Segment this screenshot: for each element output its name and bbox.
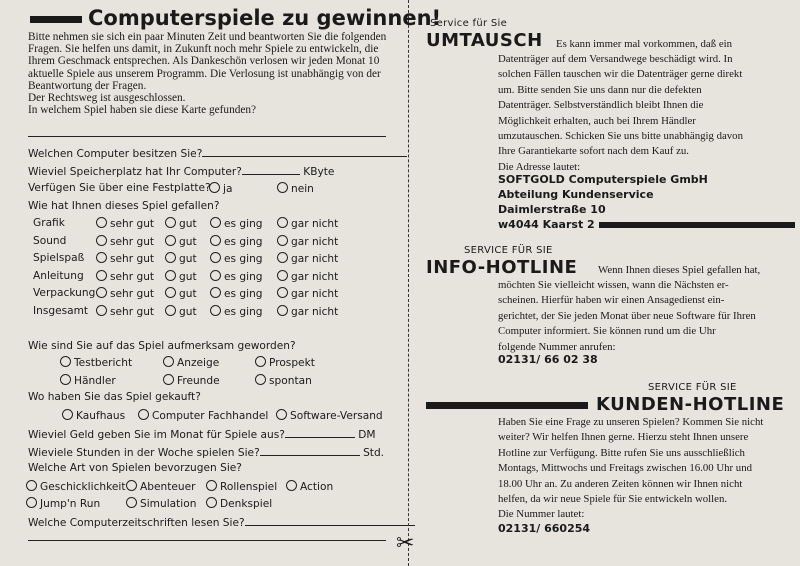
radio-icon[interactable] bbox=[96, 270, 107, 281]
harddisk-no-option[interactable]: nein bbox=[277, 182, 314, 195]
rating-option[interactable]: gut bbox=[165, 287, 197, 300]
umtausch-kicker: Service für Sie bbox=[430, 18, 508, 29]
umtausch-line: Datenträger. Selbstverständlich bleibt Ihnen die bbox=[498, 99, 704, 112]
question-liked: Wie hat Ihnen dieses Spiel gefallen? bbox=[28, 200, 220, 212]
kunden-kicker: SERVICE FÜR SIE bbox=[648, 382, 737, 393]
money-answer-line[interactable] bbox=[285, 427, 355, 438]
radio-icon[interactable] bbox=[163, 356, 174, 367]
radio-icon[interactable] bbox=[210, 235, 221, 246]
bought-option[interactable]: Kaufhaus bbox=[62, 409, 125, 422]
title-bar-decoration bbox=[30, 16, 82, 23]
kind-option[interactable]: Rollenspiel bbox=[206, 480, 277, 493]
magazines-answer-line-2[interactable] bbox=[28, 540, 386, 541]
rating-option[interactable]: es ging bbox=[210, 270, 263, 283]
kunden-heading: KUNDEN-HOTLINE bbox=[596, 394, 785, 415]
rating-option[interactable]: sehr gut bbox=[96, 217, 154, 230]
hours-answer-line[interactable] bbox=[260, 445, 360, 456]
info-line: Computer informiert. Sie können rund um die Uhr bbox=[498, 325, 716, 338]
rating-option[interactable]: gar nicht bbox=[277, 270, 338, 283]
rating-row-label: Grafik bbox=[33, 217, 65, 229]
game-answer-line[interactable] bbox=[28, 136, 386, 137]
rating-option[interactable]: gar nicht bbox=[277, 217, 338, 230]
rating-option[interactable]: es ging bbox=[210, 305, 263, 318]
rating-option[interactable]: es ging bbox=[210, 287, 263, 300]
question-harddisk: Verfügen Sie über eine Festplatte? bbox=[28, 182, 211, 194]
radio-icon[interactable] bbox=[96, 305, 107, 316]
radio-icon[interactable] bbox=[255, 356, 266, 367]
radio-icon[interactable] bbox=[96, 235, 107, 246]
info-line: gerichtet, der Sie jeden Monat über neue Software für Ihren bbox=[498, 309, 756, 322]
umtausch-body bbox=[498, 52, 743, 175]
radio-icon[interactable] bbox=[165, 305, 176, 316]
rating-option[interactable]: sehr gut bbox=[96, 305, 154, 318]
radio-icon[interactable] bbox=[255, 374, 266, 385]
question-memory: Wieviel Speicherplatz hat Ihr Computer? KByte bbox=[28, 166, 335, 178]
rating-option[interactable]: es ging bbox=[210, 235, 263, 248]
magazines-answer-line[interactable] bbox=[245, 515, 415, 526]
harddisk-yes-option[interactable]: ja bbox=[209, 182, 232, 195]
radio-icon[interactable] bbox=[210, 305, 221, 316]
umtausch-line: solchen Fällen tauschen wir die Datenträger gerne direkt bbox=[498, 68, 743, 81]
address-street: Daimlerstraße 10 bbox=[498, 203, 606, 216]
info-line: scheinen. Hierfür haben wir einen Ansagedienst ein- bbox=[498, 294, 725, 307]
radio-icon[interactable] bbox=[206, 497, 217, 508]
radio-icon[interactable] bbox=[210, 270, 221, 281]
address-city: w4044 Kaarst 2 bbox=[498, 218, 795, 231]
question-bought: Wo haben Sie das Spiel gekauft? bbox=[28, 391, 201, 403]
kind-option[interactable]: Jump'n Run bbox=[26, 497, 100, 510]
question-money: Wieviel Geld geben Sie im Monat für Spiele aus? DM bbox=[28, 429, 376, 441]
info-kicker: SERVICE FÜR SIE bbox=[464, 245, 553, 256]
questionnaire-title: Computerspiele zu gewinnen! bbox=[30, 6, 441, 30]
rating-row-label: Spielspaß bbox=[33, 252, 85, 264]
radio-icon[interactable] bbox=[96, 217, 107, 228]
memory-answer-line[interactable] bbox=[242, 164, 300, 175]
rating-option[interactable]: gar nicht bbox=[277, 287, 338, 300]
umtausch-line: um. Bitte senden Sie uns dann nur die defekten bbox=[498, 83, 702, 96]
kind-option[interactable]: Geschicklichkeit bbox=[26, 480, 125, 493]
info-heading: INFO-HOTLINE bbox=[426, 257, 578, 278]
info-line: möchten Sie vielleicht wissen, wann die Nächsten er- bbox=[498, 279, 729, 291]
umtausch-line: Die Adresse lautet: bbox=[498, 160, 581, 173]
address-department: Abteilung Kundenservice bbox=[498, 188, 654, 201]
kunden-line: helfen, da wir neue Spiele für Sie entwickeln wollen. bbox=[498, 493, 728, 506]
radio-icon[interactable] bbox=[210, 217, 221, 228]
umtausch-line: Ihre Garantiekarte sofort nach dem Kauf zu. bbox=[498, 145, 689, 158]
attention-option[interactable]: Prospekt bbox=[255, 356, 315, 369]
address-company: SOFTGOLD Computerspiele GmbH bbox=[498, 173, 708, 186]
rating-option[interactable]: gut bbox=[165, 305, 197, 318]
radio-icon[interactable] bbox=[62, 409, 73, 420]
radio-icon[interactable] bbox=[96, 287, 107, 298]
bought-option[interactable]: Computer Fachhandel bbox=[138, 409, 268, 422]
question-attention: Wie sind Sie auf das Spiel aufmerksam geworden? bbox=[28, 340, 296, 352]
rating-option[interactable]: gut bbox=[165, 252, 197, 265]
umtausch-line: Datenträger auf dem Versandwege beschädigt wird. In bbox=[498, 53, 733, 65]
rating-row-label: Insgesamt bbox=[33, 304, 89, 317]
kind-option[interactable]: Action bbox=[286, 480, 333, 493]
radio-icon[interactable] bbox=[277, 217, 288, 228]
info-body bbox=[498, 278, 756, 355]
rating-option[interactable]: gar nicht bbox=[277, 235, 338, 248]
radio-icon[interactable] bbox=[210, 287, 221, 298]
radio-icon[interactable] bbox=[26, 497, 37, 508]
radio-icon[interactable] bbox=[210, 252, 221, 263]
radio-icon[interactable] bbox=[276, 409, 287, 420]
radio-icon[interactable] bbox=[277, 305, 288, 316]
radio-icon[interactable] bbox=[277, 182, 288, 193]
info-line: folgende Nummer anrufen: bbox=[498, 340, 616, 353]
service-panel bbox=[418, 0, 800, 566]
rating-option[interactable]: sehr gut bbox=[96, 235, 154, 248]
rating-option[interactable]: gar nicht bbox=[277, 252, 338, 265]
radio-icon[interactable] bbox=[163, 374, 174, 385]
kind-option[interactable]: Abenteuer bbox=[126, 480, 195, 493]
radio-icon[interactable] bbox=[126, 497, 137, 508]
cut-line bbox=[408, 0, 409, 566]
radio-icon[interactable] bbox=[277, 270, 288, 281]
question-kind: Welche Art von Spielen bevorzugen Sie? bbox=[28, 462, 242, 474]
attention-option[interactable]: Anzeige bbox=[163, 356, 219, 369]
rating-option[interactable]: gut bbox=[165, 217, 197, 230]
radio-icon[interactable] bbox=[286, 480, 297, 491]
radio-icon[interactable] bbox=[96, 252, 107, 263]
kunden-line: Haben Sie eine Frage zu unseren Spielen? Kommen Sie nicht bbox=[498, 416, 764, 428]
radio-icon[interactable] bbox=[165, 217, 176, 228]
kunden-body bbox=[498, 415, 763, 523]
rating-option[interactable]: gut bbox=[165, 235, 197, 248]
radio-icon[interactable] bbox=[26, 480, 37, 491]
kunden-line: 18.00 Uhr an. Zu anderen Zeiten können wir Ihnen nicht bbox=[498, 477, 743, 490]
kunden-line: Hotline zur Verfügung. Bitte rufen Sie uns ausschließlich bbox=[498, 446, 745, 459]
umtausch-line: umzutauschen. Schicken Sie uns bitte unabhängig davon bbox=[498, 130, 743, 143]
rating-option[interactable]: gut bbox=[165, 270, 197, 283]
info-phone: 02131/ 66 02 38 bbox=[498, 353, 598, 366]
question-game: In welchem Spiel haben sie diese Karte gefunden? bbox=[28, 104, 257, 117]
legal-note: Der Rechtsweg ist ausgeschlossen. bbox=[28, 92, 186, 105]
attention-option[interactable]: Freunde bbox=[163, 374, 220, 387]
rating-row-label: Sound bbox=[33, 234, 67, 247]
rating-option[interactable]: sehr gut bbox=[96, 270, 154, 283]
rating-option[interactable]: sehr gut bbox=[96, 287, 154, 300]
kunden-line: weiter? Wir helfen Ihnen gerne. Hierzu steht Ihnen unsere bbox=[498, 431, 749, 444]
radio-icon[interactable] bbox=[206, 480, 217, 491]
kunden-line: Montags, Mittwochs und Freitags zwischen 16.00 Uhr und bbox=[498, 462, 753, 475]
kunden-bar-decoration bbox=[426, 402, 588, 409]
bought-option[interactable]: Software-Versand bbox=[276, 409, 383, 422]
radio-icon[interactable] bbox=[60, 374, 71, 385]
intro-text: Bitte nehmen sie sich ein paar Minuten Zeit und beantworten Sie die folgenden Fragen. Sie helfen uns damit, in Zukunft noch mehr Spiele zu entwickeln, die Ihrem Geschmack entsprechen. Als Dankeschön verlosen wir jeden Monat 10 aktuelle Spiele aus unserem Programm. Die Verlosung ist unabhängig von der Beantwortung der Fragen. Der Rechtsweg ist ausgeschlossen. In welchem Spiel haben sie diese Karte gefunden? bbox=[28, 31, 387, 117]
question-hours: Wieviele Stunden in der Woche spielen Sie? Std. bbox=[28, 447, 385, 459]
radio-icon[interactable] bbox=[165, 270, 176, 281]
info-line: Wenn Ihnen dieses Spiel gefallen hat, bbox=[598, 264, 761, 276]
question-magazines: Welche Computerzeitschriften lesen Sie? bbox=[28, 515, 415, 529]
rating-option[interactable]: sehr gut bbox=[96, 252, 154, 265]
rating-row-label: Anleitung bbox=[33, 269, 84, 282]
attention-option[interactable]: Testbericht bbox=[60, 356, 132, 369]
scissors-icon: ✂ bbox=[396, 530, 415, 555]
radio-icon[interactable] bbox=[138, 409, 149, 420]
radio-icon[interactable] bbox=[277, 287, 288, 298]
rating-option[interactable]: es ging bbox=[210, 252, 263, 265]
attention-option[interactable]: Händler bbox=[60, 374, 116, 387]
radio-icon[interactable] bbox=[209, 182, 220, 193]
radio-icon[interactable] bbox=[165, 235, 176, 246]
rating-option[interactable]: es ging bbox=[210, 217, 263, 230]
attention-option[interactable]: spontan bbox=[255, 374, 312, 387]
radio-icon[interactable] bbox=[165, 252, 176, 263]
umtausch-line: Es kann immer mal vorkommen, daß ein bbox=[556, 38, 733, 50]
address-bar-decoration bbox=[599, 222, 795, 228]
umtausch-line: Möglichkeit erhalten, auch bei Ihrem Händler bbox=[498, 114, 696, 127]
radio-icon[interactable] bbox=[165, 287, 176, 298]
radio-icon[interactable] bbox=[60, 356, 71, 367]
radio-icon[interactable] bbox=[277, 235, 288, 246]
radio-icon[interactable] bbox=[277, 252, 288, 263]
question-computer: Welchen Computer besitzen Sie? bbox=[28, 146, 407, 160]
kunden-line: Die Nummer lautet: bbox=[498, 508, 585, 521]
rating-row-label: Verpackung bbox=[33, 287, 96, 299]
umtausch-heading: UMTAUSCH bbox=[426, 30, 543, 51]
radio-icon[interactable] bbox=[126, 480, 137, 491]
kind-option[interactable]: Denkspiel bbox=[206, 497, 272, 510]
rating-option[interactable]: gar nicht bbox=[277, 305, 338, 318]
kind-option[interactable]: Simulation bbox=[126, 497, 196, 510]
computer-answer-line[interactable] bbox=[202, 146, 407, 157]
kunden-phone: 02131/ 660254 bbox=[498, 522, 591, 535]
